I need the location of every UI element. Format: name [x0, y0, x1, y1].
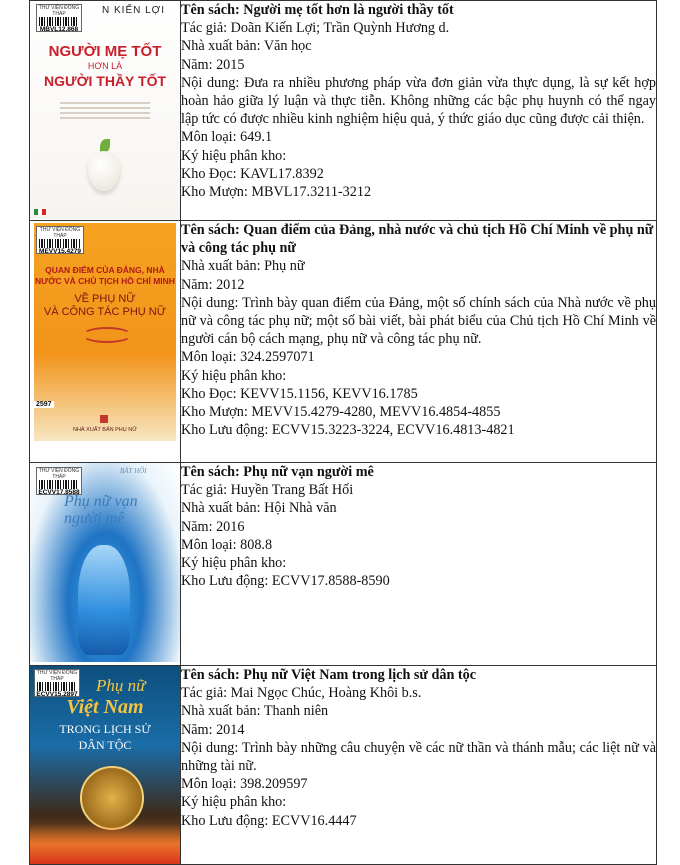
table-row — [30, 463, 657, 666]
title-value: Phụ nữ vạn người mê — [243, 464, 374, 480]
book-category — [181, 348, 656, 366]
book-year — [181, 518, 656, 536]
book-info-cell — [181, 1, 657, 221]
flag-icon — [34, 209, 46, 215]
title-value: Quan điểm của Đảng, nhà nước và chủ tịch Hồ Chí Minh về phụ nữ và công tác phụ nữ — [181, 222, 654, 257]
cover-cell — [30, 1, 181, 221]
category-label: Môn loại: — [181, 129, 237, 146]
year-value: 2014 — [216, 721, 245, 738]
content-label: Nội dung: — [181, 74, 240, 91]
category-value: 649.1 — [240, 129, 273, 146]
cover-author: BẤT HỐI — [120, 467, 147, 475]
book-title — [181, 221, 656, 257]
book-cover-image — [34, 223, 176, 441]
loan-value: MBVL17.3211-3212 — [251, 184, 372, 201]
cover-blurb — [60, 99, 150, 122]
cover-tag: 2597 — [36, 401, 52, 408]
book-cover-image — [30, 463, 180, 662]
publisher-value: Phụ nữ — [264, 258, 305, 275]
woman-silhouette-icon — [78, 545, 130, 655]
book-cover-image — [30, 666, 180, 864]
book-info-cell — [181, 463, 657, 666]
author-value: Doãn Kiến Lợi; Trần Quỳnh Hương d. — [230, 20, 450, 37]
category-value: 324.2597071 — [240, 349, 315, 366]
sticker-library-name: THƯ VIỆN ĐỒNG THÁP — [38, 5, 80, 17]
title-value: Phụ nữ Việt Nam trong lịch sử dân tộc — [243, 667, 477, 683]
category-label: Môn loại: — [181, 536, 237, 553]
library-sticker — [36, 4, 82, 32]
year-value: 2012 — [216, 276, 245, 293]
category-value: 398.209597 — [240, 776, 308, 793]
sticker-library-name: THƯ VIỆN ĐỒNG THÁP — [36, 670, 78, 682]
publisher-label: Nhà xuất bản: — [181, 258, 261, 275]
loan-storage — [181, 183, 656, 201]
sticker-code: MBVL12.868 — [39, 26, 79, 33]
library-sticker — [36, 467, 82, 495]
sticker-code: MEVV15.4279 — [39, 248, 81, 255]
book-year — [181, 276, 656, 294]
book-info-cell — [181, 221, 657, 463]
author-label: Tác giả: — [181, 20, 228, 37]
book-author — [181, 684, 656, 702]
barcode-icon — [39, 480, 79, 489]
bronze-drum-icon — [80, 766, 144, 830]
loan-label: Kho Mượn: — [181, 184, 248, 201]
loan-label: Kho Mượn: — [181, 404, 248, 421]
book-publisher — [181, 37, 656, 55]
mobile-label: Kho Lưu động: — [181, 812, 269, 829]
publisher-logo-icon — [100, 415, 108, 423]
book-content — [181, 294, 656, 349]
table-row — [30, 1, 657, 221]
cover-title-line: Phụ nữ — [96, 676, 146, 695]
category-value: 808.8 — [240, 536, 273, 553]
book-publisher — [181, 499, 656, 517]
reading-label: Kho Đọc: — [181, 385, 237, 402]
content-label: Nội dung: — [181, 294, 239, 311]
barcode-icon — [37, 682, 77, 691]
reading-value: KAVL17.8392 — [240, 165, 324, 182]
book-info-cell — [181, 666, 657, 865]
sticker-library-name: THƯ VIỆN ĐỒNG THÁP — [39, 227, 81, 239]
table-row — [30, 221, 657, 463]
publisher-value: Hội Nhà văn — [264, 500, 337, 517]
book-title — [181, 666, 656, 684]
year-value: 2015 — [216, 56, 245, 73]
cover-title-line: Việt Nam — [66, 696, 144, 718]
category-label: Môn loại: — [181, 776, 237, 793]
content-value: Trình bày quan điểm của Đảng, một số chính sách của Nhà nước về phụ nữ và công tác phụ nữ; một số bài viết, bài phát biểu của Chủ tịch Hồ Chí Minh về người cán bộ cách mạng, phụ nữ và công tác phụ nữ. — [181, 294, 656, 348]
book-publisher — [181, 257, 656, 275]
fire-icon — [30, 824, 180, 864]
mobile-value: ECVV15.3223-3224, ECVV16.4813-4821 — [271, 422, 515, 439]
book-catalog-table — [29, 0, 657, 865]
loan-value: MEVV15.4279-4280, MEVV16.4854-4855 — [251, 404, 501, 421]
book-content — [181, 74, 656, 129]
table-row — [30, 666, 657, 865]
publisher-value: Văn học — [263, 38, 312, 55]
mobile-value: ECVV16.4447 — [271, 812, 357, 829]
mobile-value: ECVV17.8588-8590 — [271, 573, 390, 590]
mobile-label: Kho Lưu động: — [181, 573, 269, 590]
sticker-library-name: THƯ VIỆN ĐỒNG THÁP — [38, 468, 80, 480]
storage-heading: Ký hiệu phân kho: — [181, 367, 287, 384]
cover-title: Phụ nữ vạn người mê — [64, 493, 138, 527]
storage-heading: Ký hiệu phân kho: — [181, 147, 287, 164]
cover-cell — [30, 666, 181, 865]
title-label: Tên sách: — [181, 2, 240, 18]
cover-title-line: NGƯỜI THẦY TỐT — [43, 73, 167, 89]
book-content — [181, 739, 656, 775]
publisher-label: Nhà xuất bản: — [181, 500, 261, 517]
cover-cell — [30, 463, 181, 666]
title-label: Tên sách: — [181, 222, 240, 238]
storage-heading: Ký hiệu phân kho: — [181, 555, 287, 572]
content-label: Nội dung: — [181, 739, 239, 756]
cover-title-line: DÂN TỘC — [78, 738, 132, 752]
author-value: Huyền Trang Bất Hối — [230, 482, 354, 499]
year-label: Năm: — [181, 56, 213, 73]
title-label: Tên sách: — [181, 667, 240, 683]
book-publisher — [181, 702, 656, 720]
book-category — [181, 128, 656, 146]
publisher-label: Nhà xuất bản: — [181, 703, 261, 720]
book-category — [181, 775, 656, 793]
title-value: Người mẹ tốt hơn là người thầy tốt — [243, 2, 454, 18]
book-author — [181, 19, 656, 37]
publisher-label: Nhà xuất bản: — [181, 38, 261, 55]
cover-subtitle-line: VỀ PHỤ NỮ — [74, 293, 136, 305]
book-category — [181, 536, 656, 554]
mobile-label: Kho Lưu động: — [181, 422, 269, 439]
book-year — [181, 721, 656, 739]
content-value: Trình bày những câu chuyện về các nữ thần và thánh mẫu; các liệt nữ và những tài nữ. — [181, 739, 657, 775]
author-value: Mai Ngọc Chúc, Hoàng Khôi b.s. — [230, 685, 422, 702]
cover-title-line: HƠN LÀ — [87, 61, 123, 71]
mobile-storage — [181, 572, 656, 590]
book-author — [181, 481, 656, 499]
content-value: Đưa ra nhiều phương pháp vừa đơn giản vừa thực dụng, là sự kết hợp hoàn hảo giữa lý luận và thực tiễn. Không những các bậc phụ huynh có thể ngay lập tức có được nhiều kinh nghiệm hiệu quả, ý thức giáo dục cũng được cải thiện. — [181, 74, 657, 128]
cover-subtitle-line: VÀ CÔNG TÁC PHỤ NỮ — [43, 306, 167, 318]
year-label: Năm: — [181, 518, 213, 535]
reading-value: KEVV15.1156, KEVV16.1785 — [240, 385, 418, 402]
library-sticker — [36, 226, 84, 254]
cover-author: N KIẾN LỢI — [102, 5, 166, 16]
cover-title-line: NGƯỜI MẸ TỐT — [48, 43, 162, 60]
book-title — [181, 463, 656, 481]
mobile-storage — [181, 421, 656, 439]
ornament-icon — [82, 327, 132, 343]
sticker-code: ECVV17.8588 — [38, 489, 80, 496]
cover-heading: QUAN ĐIỂM CỦA ĐẢNG, NHÀ NƯỚC VÀ CHỦ TỊCH HỒ CHÍ MINH — [35, 265, 175, 286]
cover-cell — [30, 221, 181, 463]
sticker-code: ECVV15.2897 — [36, 691, 78, 698]
storage-heading: Ký hiệu phân kho: — [181, 794, 287, 811]
cover-title-line: TRONG LỊCH SỬ — [59, 722, 151, 736]
title-label: Tên sách: — [181, 464, 240, 480]
publisher-value: Thanh niên — [263, 703, 329, 720]
reading-storage — [181, 165, 656, 183]
year-value: 2016 — [216, 518, 245, 535]
egg-icon — [88, 151, 120, 191]
cover-subtitle — [34, 293, 176, 319]
year-label: Năm: — [181, 721, 213, 738]
barcode-icon — [39, 17, 79, 26]
category-label: Môn loại: — [181, 349, 237, 366]
reading-storage — [181, 385, 656, 403]
year-label: Năm: — [181, 276, 213, 293]
reading-label: Kho Đọc: — [181, 165, 237, 182]
loan-storage — [181, 403, 656, 421]
book-cover-image — [30, 1, 180, 219]
mobile-storage — [181, 812, 656, 830]
author-label: Tác giả: — [181, 482, 228, 499]
cover-publisher: NHÀ XUẤT BẢN PHỤ NỮ — [73, 427, 137, 433]
book-title — [181, 1, 656, 19]
book-year — [181, 56, 656, 74]
author-label: Tác giả: — [181, 685, 228, 702]
barcode-icon — [39, 239, 81, 248]
library-sticker — [34, 669, 80, 697]
